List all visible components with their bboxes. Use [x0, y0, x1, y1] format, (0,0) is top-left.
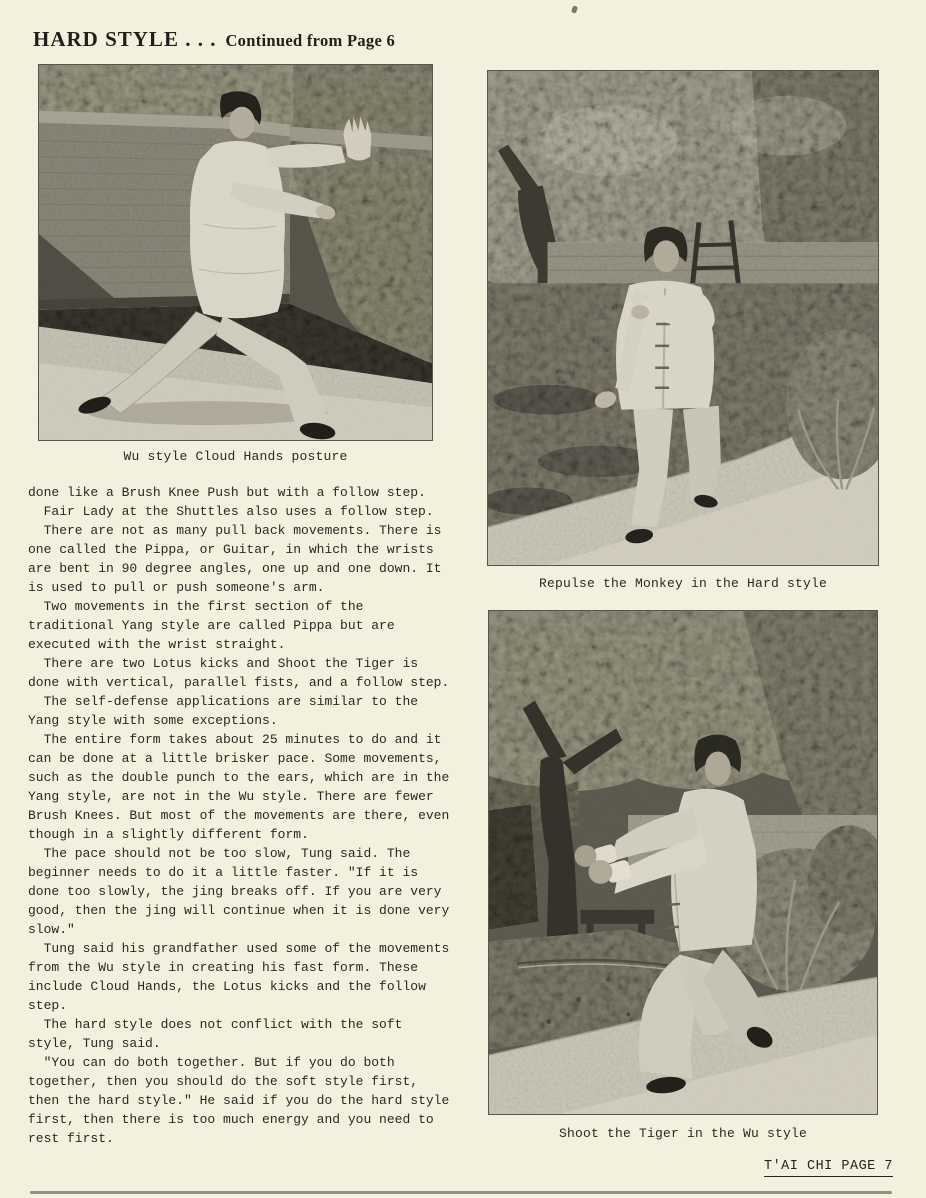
- scan-shadow-line: [30, 1191, 892, 1194]
- article-paragraph: The self-defense applications are similar to the Yang style with some exceptions.: [28, 694, 419, 728]
- photo-grain: [488, 71, 878, 565]
- article-paragraph: The hard style does not conflict with the soft style, Tung said.: [28, 1017, 403, 1051]
- article-body: [28, 483, 449, 1148]
- photo-shoot-tiger-art: [489, 611, 877, 1114]
- caption-shoot-tiger: Shoot the Tiger in the Wu style: [558, 1126, 808, 1141]
- article-paragraph: done like a Brush Knee Push but with a follow step.: [28, 485, 426, 500]
- photo-grain: [39, 65, 432, 440]
- page-footer: T'AI CHI PAGE 7: [764, 1159, 893, 1177]
- photo-cloud-hands-art: [39, 65, 432, 440]
- article-paragraph: There are not as many pull back movements. There is one called the Pippa, or Guitar, in which the wrists are bent in 90 degree angles, one up and one down. It is used to pull or push someone's arm.: [28, 523, 442, 595]
- photo-grain: [489, 611, 877, 1114]
- headline-title: HARD STYLE . . .: [33, 27, 217, 51]
- photo-shoot-tiger: [488, 610, 878, 1115]
- headline-continuation: Continued from Page 6: [225, 31, 396, 50]
- caption-cloud-hands: Wu style Cloud Hands posture: [123, 449, 348, 464]
- scan-speck: [571, 5, 578, 13]
- article-paragraph: Fair Lady at the Shuttles also uses a follow step.: [43, 504, 434, 519]
- article-paragraph: The pace should not be too slow, Tung said. The beginner needs to do it a little faster. "If it is done too slowly, the jing breaks off. If you are very good, then the jing will continue when it is done very slow.": [28, 846, 450, 937]
- article-paragraph: "You can do both together. But if you do both together, then you should do the soft style first, then the hard style." He said if you do the hard style first, then there is too much energy and you need to rest first.: [28, 1055, 450, 1146]
- section-headline: [33, 27, 395, 52]
- article-paragraph: Tung said his grandfather used some of the movements from the Wu style in creating his fast form. These include Cloud Hands, the Lotus kicks and the follow step.: [28, 941, 450, 1013]
- photo-repulse-monkey-art: [488, 71, 878, 565]
- photo-cloud-hands: [38, 64, 433, 441]
- article-paragraph: Two movements in the first section of the traditional Yang style are called Pippa but are executed with the wrist straight.: [28, 599, 395, 652]
- caption-repulse-monkey: Repulse the Monkey in the Hard style: [538, 576, 828, 591]
- article-paragraph: There are two Lotus kicks and Shoot the Tiger is done with vertical, parallel fists, and a follow step.: [28, 656, 450, 690]
- article-paragraph: The entire form takes about 25 minutes to do and it can be done at a little brisker pace. Some movements, such as the double punch to the ears, which are in the Yang style, are not in the Wu style. There are fewer Brush Knees. But most of the movements are there, even though in a slightly different form.: [28, 732, 450, 842]
- photo-repulse-monkey: [487, 70, 879, 566]
